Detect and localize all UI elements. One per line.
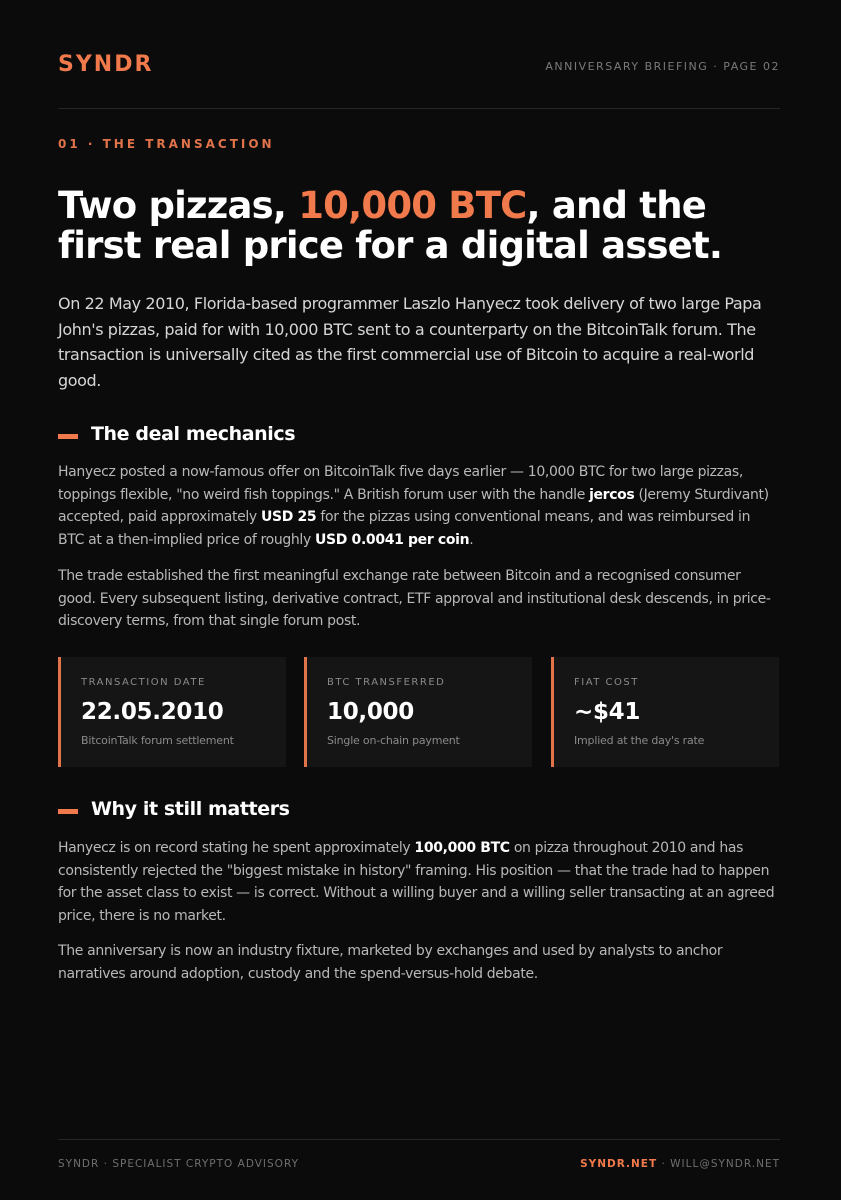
- page-headline: [58, 186, 780, 266]
- headline-end: , and the first real price for a digital asset.: [58, 184, 723, 267]
- section-eyebrow: 01 · THE TRANSACTION: [58, 137, 275, 151]
- stat-card-fiat: [551, 657, 779, 767]
- section-dash-icon: [58, 809, 78, 814]
- emphasis-amount: 100,000 BTC: [414, 840, 510, 856]
- header-divider: [58, 108, 780, 109]
- header-meta: ANNIVERSARY BRIEFING · PAGE 02: [545, 60, 780, 73]
- footer-divider: [58, 1139, 780, 1140]
- text-run: .: [469, 532, 474, 549]
- footer-email-link[interactable]: WILL@SYNDR.NET: [670, 1158, 780, 1170]
- section-title: Why it still matters: [91, 798, 290, 820]
- stat-label: BTC TRANSFERRED: [327, 677, 446, 688]
- footer-contact: [580, 1158, 780, 1170]
- emphasis-handle: jercos: [589, 486, 635, 503]
- headline-accent: 10,000 BTC: [298, 184, 527, 227]
- headline-start: Two pizzas,: [58, 184, 299, 227]
- footer-separator: ·: [657, 1158, 671, 1170]
- stat-label: FIAT COST: [574, 677, 639, 688]
- page-header: [58, 52, 780, 84]
- stats-row: [58, 657, 780, 767]
- text-run: (Jeremy Sturdivant) accepted, paid approximately: [58, 486, 769, 526]
- stat-card-btc: [304, 657, 532, 767]
- text-run: Hanyecz is on record stating he spent approximately: [58, 840, 415, 856]
- emphasis-amount: USD 25: [260, 509, 317, 526]
- section-title: The deal mechanics: [91, 423, 296, 445]
- footer-site-link[interactable]: SYNDR.NET: [580, 1158, 658, 1170]
- text-run: for the pizzas using conventional means, and was reimbursed in BTC at a then-implied price of roughly: [58, 509, 751, 549]
- deal-paragraph-2: The trade established the first meaningful exchange rate between Bitcoin and a recognised consumer good. Every subsequent listing, derivative contract, ETF approval and institutional desk descends, in price-discovery terms, from that single forum post.: [58, 568, 771, 630]
- lead-paragraph: On 22 May 2010, Florida-based programmer Laszlo Hanyecz took delivery of two large Papa John's pizzas, paid for with 10,000 BTC sent to a counterparty on the BitcoinTalk forum. The transaction is universally cited as the first commercial use of Bitcoin to acquire a real-world good.: [58, 294, 762, 390]
- stat-value: ~$41: [574, 699, 641, 725]
- page-footer: [58, 1158, 780, 1174]
- text-run: Hanyecz posted a now-famous offer on BitcoinTalk five days earlier — 10,000 BTC for two large pizzas, toppings flexible, "no weird fish toppings." A British forum user with the handle: [58, 464, 743, 503]
- stat-note: Single on-chain payment: [327, 734, 460, 747]
- footer-company: SYNDR · SPECIALIST CRYPTO ADVISORY: [58, 1158, 299, 1170]
- stat-note: BitcoinTalk forum settlement: [81, 734, 234, 747]
- stat-card-date: [58, 657, 286, 767]
- stat-label: TRANSACTION DATE: [81, 677, 206, 688]
- stat-value: 10,000: [327, 699, 414, 725]
- matters-paragraph-1: [58, 837, 780, 928]
- brand-logo: SYNDR: [58, 52, 154, 77]
- matters-paragraph-2: The anniversary is now an industry fixture, marketed by exchanges and used by analysts to anchor narratives around adoption, custody and the spend-versus-hold debate.: [58, 943, 723, 982]
- section-dash-icon: [58, 434, 78, 439]
- stat-value: 22.05.2010: [81, 699, 224, 725]
- briefing-page: [58, 0, 780, 1200]
- deal-paragraph-1: [58, 461, 780, 552]
- emphasis-price: USD 0.0041 per coin: [315, 532, 470, 549]
- text-run: on pizza throughout 2010 and has consistently rejected the "biggest mistake in history" framing. His position — that the trade had to happen for the asset class to exist — is correct. Without a willing buyer and a willing seller transacting at an agreed price, there is no market.: [58, 840, 775, 925]
- stat-note: Implied at the day's rate: [574, 734, 705, 747]
